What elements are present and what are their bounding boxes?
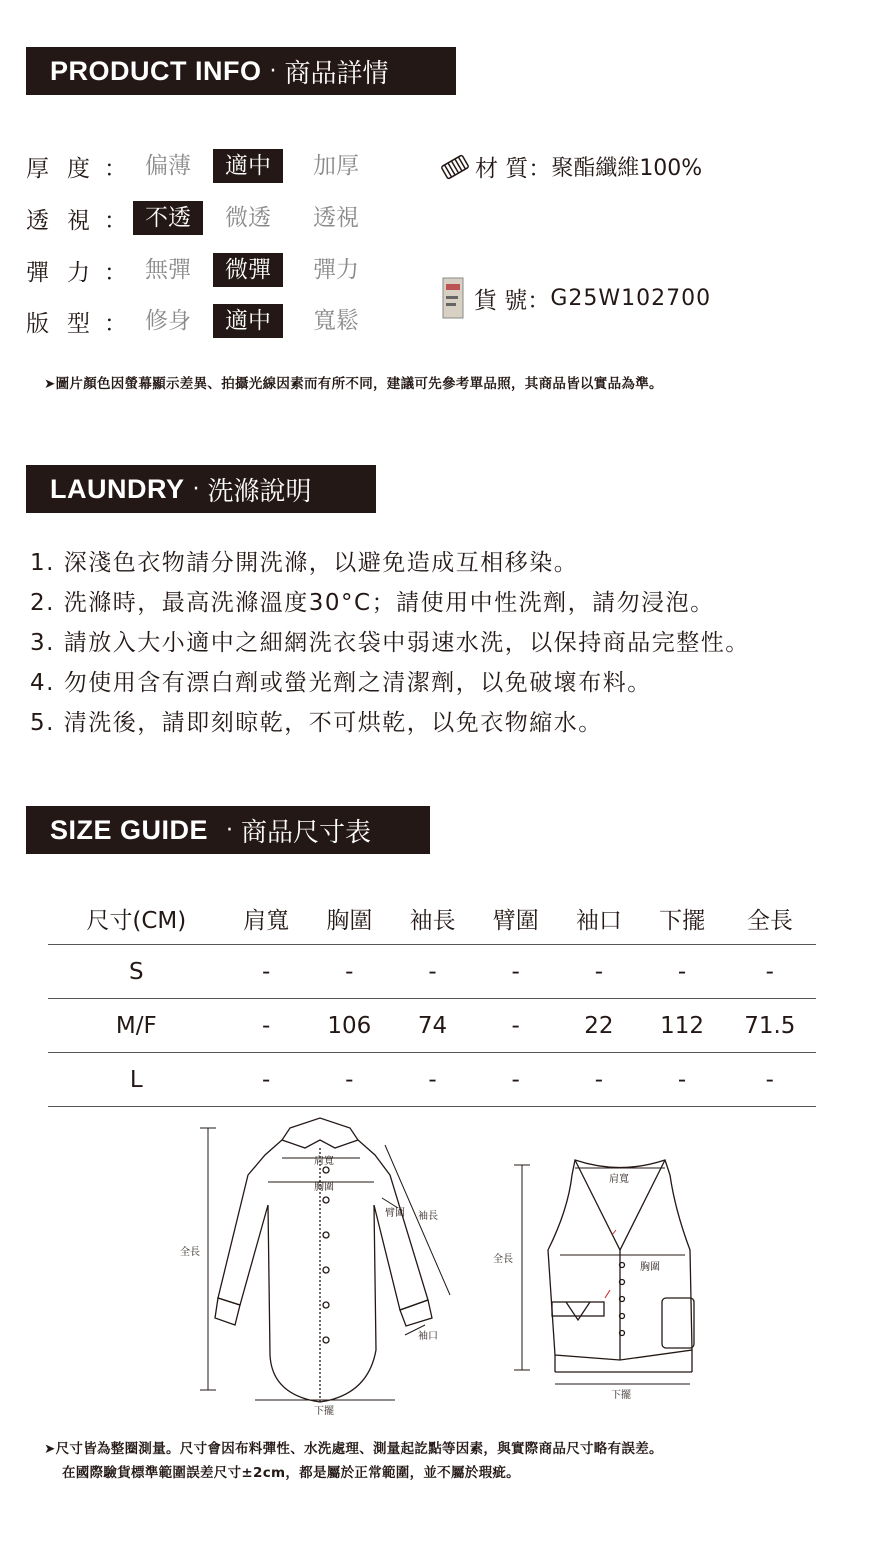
header-title-zh: 洗滌說明 <box>207 476 312 507</box>
size-table-header-row <box>48 893 816 945</box>
header-title-en: LAUNDRY <box>50 473 185 504</box>
size-value-cell: 106 <box>308 999 391 1053</box>
size-value-cell: - <box>640 945 723 999</box>
size-label-cell: L <box>48 1053 225 1107</box>
size-value-cell: - <box>474 999 557 1053</box>
header-dot: · <box>269 58 277 84</box>
attribute-option: 寬鬆 <box>313 308 359 334</box>
vest-diagram <box>500 1150 710 1400</box>
attribute-row <box>26 149 386 183</box>
attribute-option: 無彈 <box>145 257 191 283</box>
shirt-chest-label: 胸圍 <box>314 1182 334 1193</box>
laundry-item: 2. 洗滌時，最高洗滌溫度30°C；請使用中性洗劑，請勿浸泡。 <box>30 590 715 616</box>
material-label: 材 質： <box>475 156 552 182</box>
size-note-1: ➤尺寸皆為整圈測量。尺寸會因布料彈性、水洗處理、測量起訖點等因素，與實際商品尺寸略有誤差。 <box>44 1441 663 1457</box>
attribute-option: 加厚 <box>313 153 359 179</box>
shirt-length-label: 全長 <box>180 1243 200 1258</box>
laundry-item: 3. 請放入大小適中之細網洗衣袋中弱速水洗，以保持商品完整性。 <box>30 630 750 656</box>
size-column-header: 全長 <box>724 893 816 945</box>
size-column-header: 肩寬 <box>225 893 308 945</box>
table-row <box>48 1053 816 1107</box>
size-value-cell: 74 <box>391 999 474 1053</box>
laundry-item: 5. 清洗後，請即刻晾乾，不可烘乾，以免衣物縮水。 <box>30 710 603 736</box>
attribute-row <box>26 201 386 235</box>
vest-length-label: 全長 <box>493 1250 513 1265</box>
attribute-colon: ： <box>104 259 127 286</box>
vest-chest-label: 胸圍 <box>640 1262 660 1273</box>
size-value-cell: 22 <box>557 999 640 1053</box>
size-column-header: 臂圍 <box>474 893 557 945</box>
laundry-item: 4. 勿使用含有漂白劑或螢光劑之清潔劑，以免破壞布料。 <box>30 670 652 696</box>
laundry-item: 1. 深淺色衣物請分開洗滌，以避免造成互相移染。 <box>30 550 579 576</box>
size-label-cell: M/F <box>48 999 225 1053</box>
size-value-cell: - <box>308 1053 391 1107</box>
size-value-cell: - <box>474 945 557 999</box>
color-disclaimer: ➤圖片顏色因螢幕顯示差異、拍攝光線因素而有所不同，建議可先參考單品照，其商品皆以實品為準。 <box>44 376 663 392</box>
material-value: 聚酯纖維100% <box>551 156 703 181</box>
attribute-row <box>26 304 386 338</box>
tag-icon <box>440 276 468 320</box>
size-value-cell: - <box>724 1053 816 1107</box>
attribute-label: 彈力 <box>26 259 108 286</box>
size-value-cell: - <box>640 1053 723 1107</box>
attribute-label: 透視 <box>26 207 108 234</box>
product-info-header <box>26 47 456 95</box>
header-title-zh: 商品尺寸表 <box>241 817 372 848</box>
table-row <box>48 945 816 999</box>
size-value-cell: - <box>557 1053 640 1107</box>
size-value-cell: - <box>308 945 391 999</box>
size-value-cell: - <box>724 945 816 999</box>
attribute-label: 厚度 <box>26 155 108 182</box>
table-row <box>48 999 816 1053</box>
size-value-cell: - <box>557 945 640 999</box>
header-title-zh: 商品詳情 <box>284 58 389 89</box>
vest-shoulder-label: 肩寬 <box>609 1174 629 1185</box>
vest-hem-label: 下擺 <box>611 1390 631 1401</box>
material-row <box>437 150 702 183</box>
attribute-label: 版型 <box>26 310 108 337</box>
thread-spool-icon <box>437 152 473 182</box>
attribute-row <box>26 253 386 287</box>
shirt-cuff-label: 袖口 <box>418 1331 438 1342</box>
header-title-en: SIZE GUIDE <box>50 814 209 845</box>
header-title-en: PRODUCT INFO <box>50 55 262 86</box>
size-value-cell: - <box>225 1053 308 1107</box>
size-value-cell: 71.5 <box>724 999 816 1053</box>
shirt-shoulder-label: 肩寬 <box>314 1156 334 1167</box>
attribute-colon: ： <box>104 155 127 182</box>
shirt-hem-label: 下擺 <box>314 1406 334 1417</box>
laundry-header <box>26 465 376 513</box>
shirt-sleeve-label: 袖長 <box>418 1211 438 1222</box>
attribute-option: 微透 <box>225 205 271 231</box>
header-dot: · <box>192 476 200 502</box>
attribute-option-selected: 微彈 <box>213 253 283 287</box>
shirt-arm-label: 臂圍 <box>385 1208 405 1219</box>
size-column-header: 尺寸(CM) <box>48 893 225 945</box>
header-dot: · <box>226 817 234 843</box>
size-value-cell: 112 <box>640 999 723 1053</box>
size-value-cell: - <box>225 999 308 1053</box>
size-note-2: 在國際驗貨標準範圍誤差尺寸±2cm，都是屬於正常範圍，並不屬於瑕疵。 <box>62 1465 520 1481</box>
size-value-cell: - <box>474 1053 557 1107</box>
attribute-colon: ： <box>104 310 127 337</box>
attribute-option-selected: 不透 <box>133 201 203 235</box>
attribute-option: 偏薄 <box>145 153 191 179</box>
sku-row <box>440 276 711 320</box>
attribute-option: 修身 <box>145 308 191 334</box>
attribute-option: 透視 <box>313 205 359 231</box>
size-column-header: 下擺 <box>640 893 723 945</box>
size-column-header: 袖長 <box>391 893 474 945</box>
size-label-cell: S <box>48 945 225 999</box>
sku-label: 貨 號： <box>474 287 551 314</box>
size-column-header: 袖口 <box>557 893 640 945</box>
size-value-cell: - <box>391 1053 474 1107</box>
attribute-option-selected: 適中 <box>213 304 283 338</box>
attribute-colon: ： <box>104 207 127 234</box>
size-column-header: 胸圍 <box>308 893 391 945</box>
sku-value: G25W102700 <box>550 285 712 311</box>
attribute-option: 彈力 <box>313 257 359 283</box>
size-table <box>48 893 816 1107</box>
size-guide-header <box>26 806 430 854</box>
size-value-cell: - <box>391 945 474 999</box>
attribute-option-selected: 適中 <box>213 149 283 183</box>
size-value-cell: - <box>225 945 308 999</box>
